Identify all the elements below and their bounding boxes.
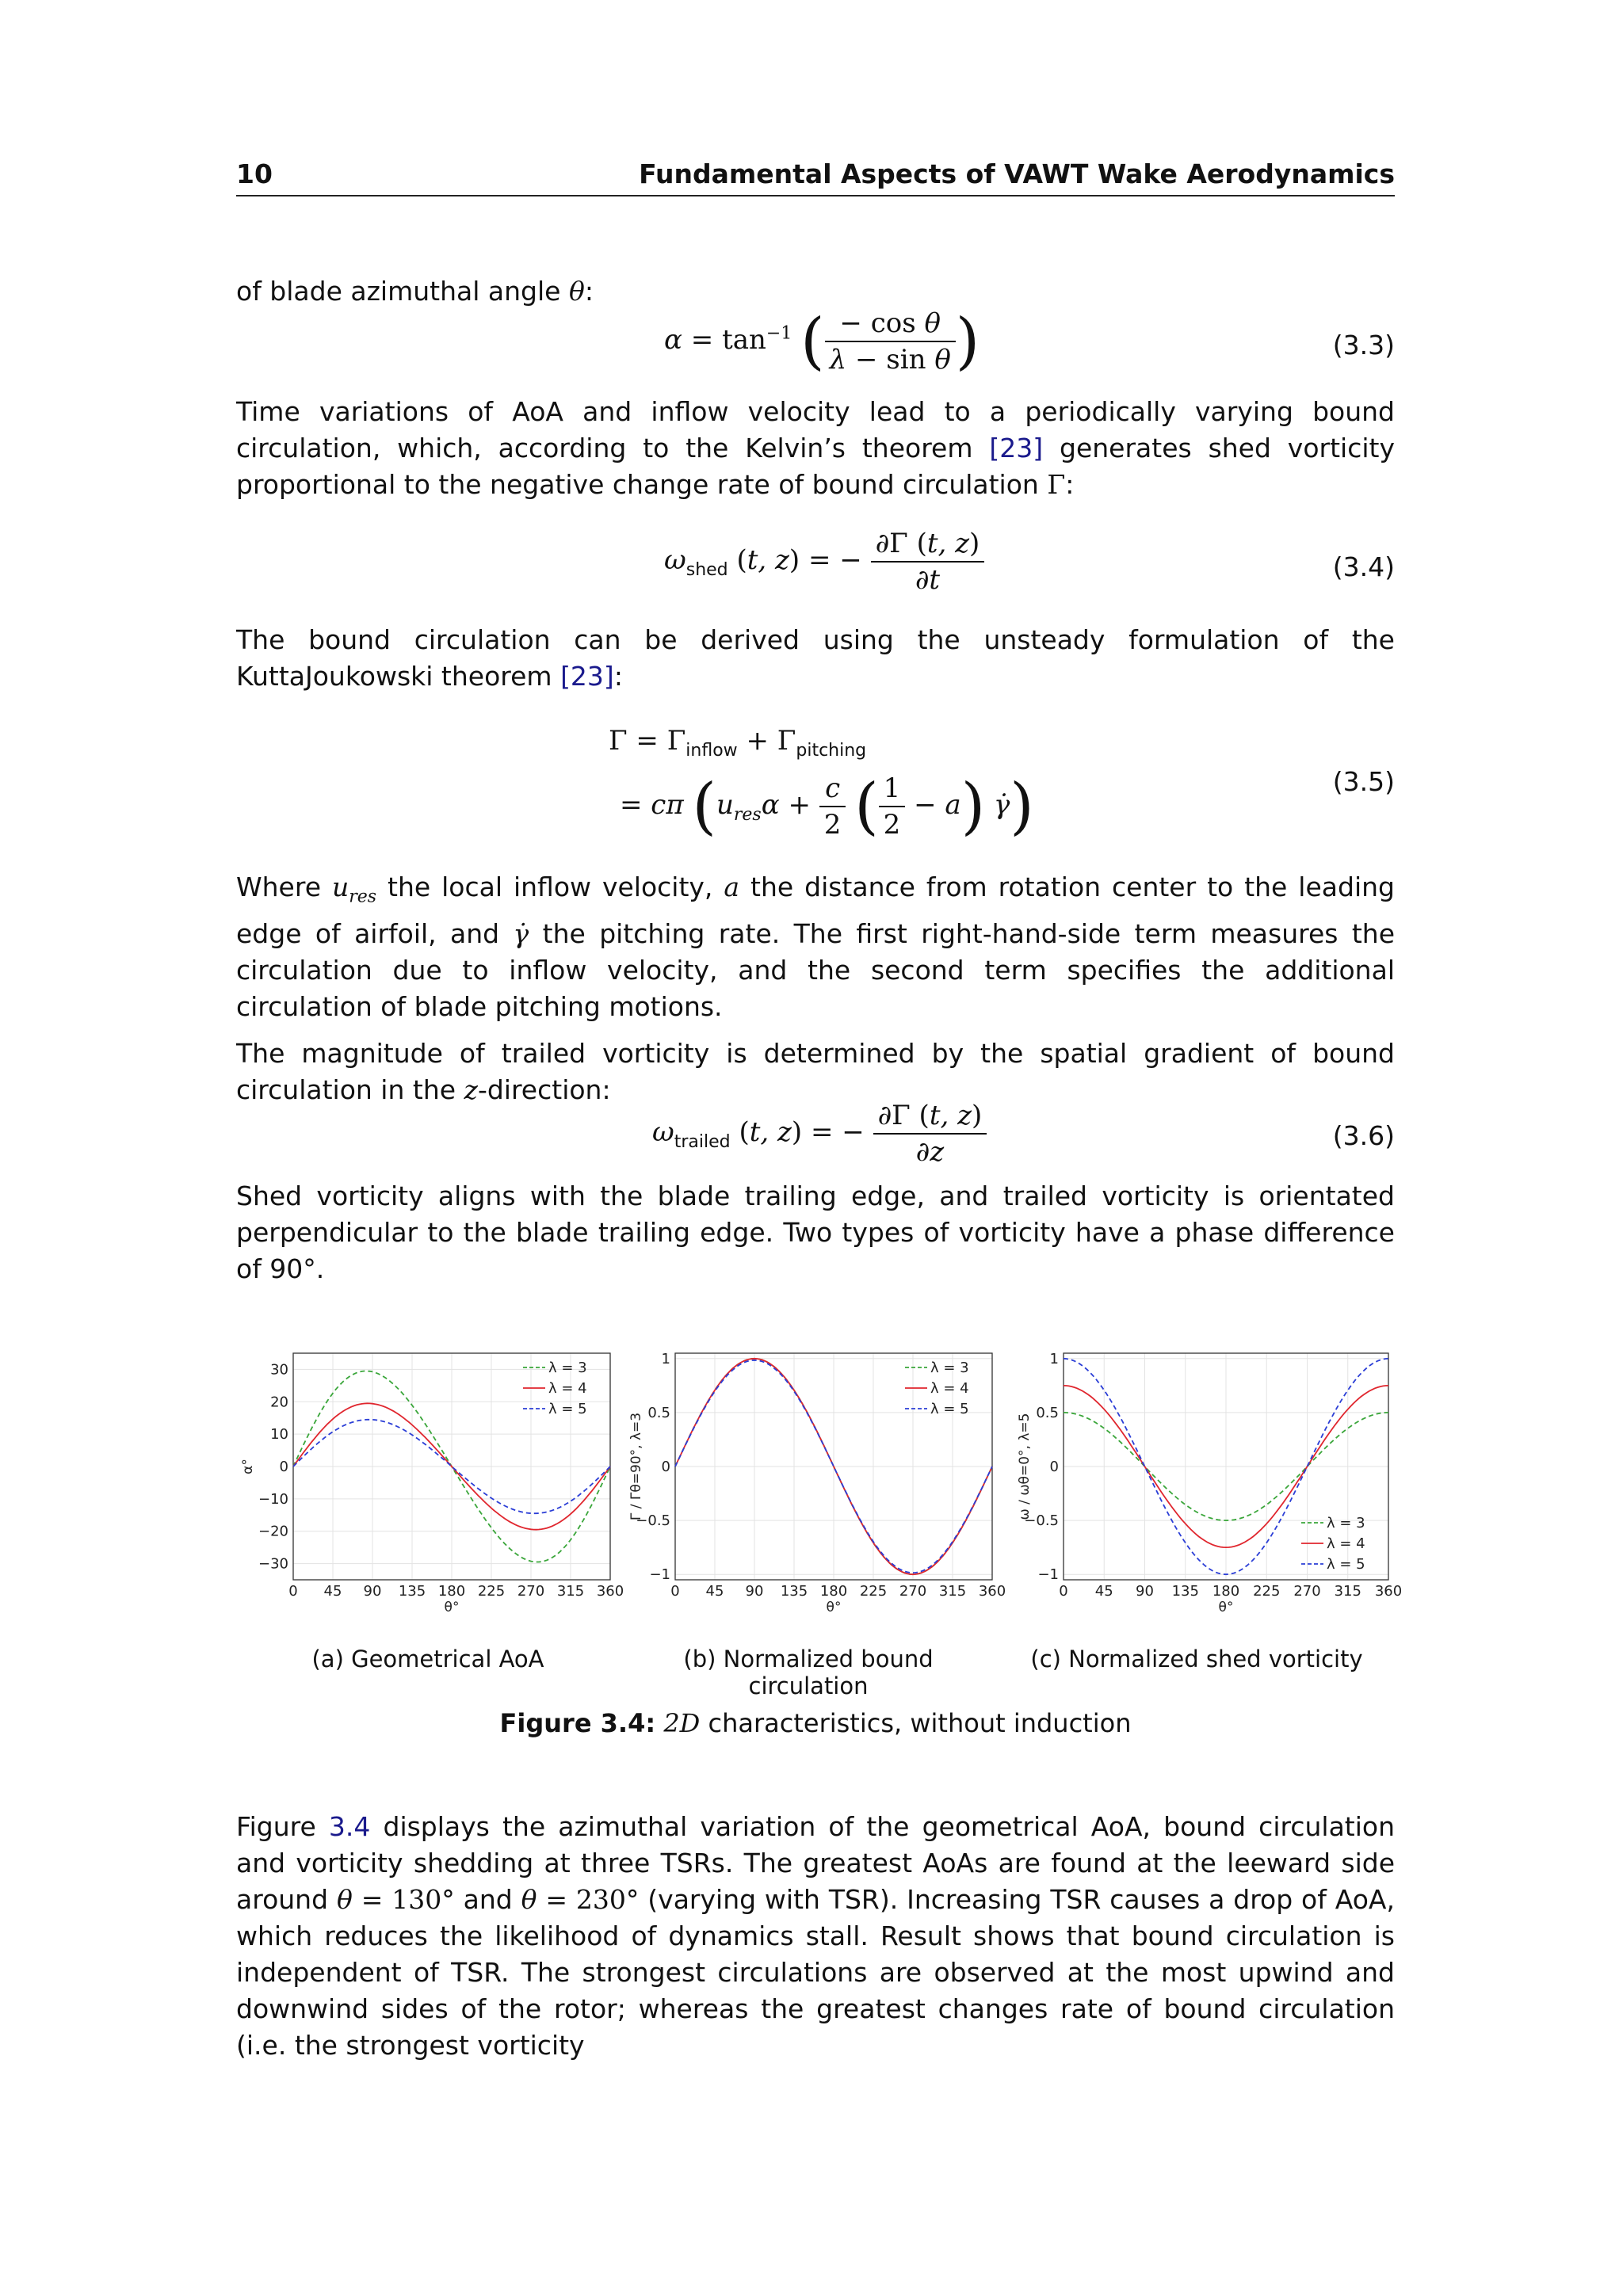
x-tick-label: 225 xyxy=(1253,1583,1281,1600)
legend-entry: λ = 3 xyxy=(1327,1515,1365,1531)
paragraph-where: Where $u_{res}$ the local inflow velocity, a the distance from rotation center to the leading edge of airfoil, and γ̇ the pitching rate. The first right-hand-side term measures the circulation due to inflow velocity, and the second term specifies the additional circulation of blade pitching motions. xyxy=(236,871,1395,1022)
subcaption-a: (a) Geometrical AoA xyxy=(311,1646,544,1672)
page-number: 10 xyxy=(236,158,273,189)
x-tick-label: 45 xyxy=(1094,1583,1113,1600)
y-tick-label: −0.5 xyxy=(1024,1512,1059,1530)
paragraph-trailed: The magnitude of trailed vorticity is determined by the spatial gradient of bound circulation in the z-direction: xyxy=(236,1038,1395,1105)
x-tick-label: 45 xyxy=(323,1583,342,1600)
legend-entry: λ = 4 xyxy=(930,1380,969,1397)
x-tick-label: 90 xyxy=(745,1583,764,1600)
legend-entry: λ = 4 xyxy=(1327,1535,1365,1552)
y-tick-label: 1 xyxy=(1049,1350,1059,1367)
legend-entry: λ = 3 xyxy=(930,1360,969,1376)
citation-link[interactable]: [23] xyxy=(560,661,614,692)
legend-entry: λ = 3 xyxy=(548,1360,587,1376)
x-tick-label: 90 xyxy=(363,1583,382,1600)
x-tick-label: 270 xyxy=(1293,1583,1321,1600)
x-tick-label: 225 xyxy=(859,1583,888,1600)
y-tick-label: −10 xyxy=(258,1490,288,1508)
legend-entry: λ = 5 xyxy=(930,1401,969,1417)
x-tick-label: 0 xyxy=(288,1583,298,1600)
x-tick-label: 360 xyxy=(978,1583,1006,1600)
x-tick-label: 360 xyxy=(596,1583,624,1600)
y-axis-label: ω / ωθ=0°, λ=5 xyxy=(1017,1413,1033,1520)
y-tick-label: 10 xyxy=(270,1426,288,1444)
x-tick-label: 180 xyxy=(437,1583,466,1600)
y-tick-label: −1 xyxy=(1037,1566,1059,1584)
x-tick-label: 0 xyxy=(670,1583,680,1600)
equation-3-5: $\Gamma = \Gamma_{inflow} + \Gamma_{pitching}$ = cπ ($u_{res}\alpha$ + $\frac{c}{2}$ ( $\frac{1}{2}$ − a) γ̇) (3.5) xyxy=(609,725,1395,842)
equation-number: (3.6) xyxy=(1332,1120,1395,1151)
chart-geometrical-aoa xyxy=(238,1339,624,1632)
legend-entry: λ = 4 xyxy=(548,1380,587,1397)
figure-caption: Figure 3.4: 2D characteristics, without induction xyxy=(499,1708,1132,1738)
paragraph-shed-trailed: Shed vorticity aligns with the blade trailing edge, and trailed vorticity is orientated perpendicular to the blade trailing edge. Two types of vorticity have a phase difference of 90°. xyxy=(236,1180,1395,1284)
x-tick-label: 315 xyxy=(1334,1583,1361,1600)
paragraph-kutta: The bound circulation can be derived using the unsteady formulation of the KuttaJoukowski theorem [23]: xyxy=(236,624,1395,692)
x-axis-label: θ° xyxy=(1218,1600,1234,1615)
equation-3-4: $\omega_{shed}$ (t, z) = − $\frac{\partial\Gamma (t, z)}{\partial t}$ (3.4) xyxy=(664,528,1395,596)
x-tick-label: 0 xyxy=(1059,1583,1068,1600)
paragraph-kelvin: Time variations of AoA and inflow velocity lead to a periodically varying bound circulation, which, according to the Kelvin’s theorem [23] generates shed vorticity proportional to the negative change rate of bound circulation Γ: xyxy=(236,396,1395,500)
legend-entry: λ = 5 xyxy=(1327,1556,1365,1573)
y-tick-label: −1 xyxy=(649,1566,670,1584)
y-tick-label: 0.5 xyxy=(1036,1404,1059,1421)
legend-entry: λ = 5 xyxy=(548,1401,587,1417)
equation-3-6: $\omega_{trailed}$ (t, z) = − $\frac{\partial\Gamma (t, z)}{\partial z}$ (3.6) xyxy=(652,1100,1395,1168)
x-tick-label: 315 xyxy=(556,1583,585,1600)
y-tick-label: 0 xyxy=(279,1459,288,1475)
x-tick-label: 315 xyxy=(938,1583,967,1600)
y-tick-label: 20 xyxy=(270,1394,288,1411)
y-axis-label: α° xyxy=(240,1459,256,1474)
citation-link[interactable]: [23] xyxy=(989,433,1044,463)
x-tick-label: 180 xyxy=(1212,1583,1240,1600)
x-tick-label: 135 xyxy=(1171,1583,1199,1600)
subcaption-b: (b) Normalized bound circulation xyxy=(683,1646,934,1699)
paragraph-intro: of blade azimuthal angle θ: xyxy=(236,276,594,307)
x-tick-label: 225 xyxy=(477,1583,506,1600)
x-tick-label: 270 xyxy=(899,1583,927,1600)
equation-3-3: $\alpha = \tan^{-1}$ ( $\frac{\text{− cos θ}}{\text{λ − sin θ}}$ ) (3.3) xyxy=(664,306,1395,377)
x-axis-label: θ° xyxy=(444,1600,460,1615)
x-tick-label: 180 xyxy=(819,1583,848,1600)
equation-number: (3.5) xyxy=(1332,766,1395,797)
x-tick-label: 135 xyxy=(780,1583,808,1600)
y-tick-label: −0.5 xyxy=(636,1512,670,1530)
x-tick-label: 45 xyxy=(705,1583,724,1600)
x-tick-label: 360 xyxy=(1374,1583,1403,1600)
paragraph-discussion: Figure 3.4 displays the azimuthal variation of the geometrical AoA, bound circulation and vorticity shedding at three TSRs. The greatest AoAs are found at the leeward side around θ = 130° and θ = 230° (varying with TSR). Increasing TSR causes a drop of AoA, which reduces the likelihood of dynamics stall. Result shows that bound circulation is independent of TSR. The strongest circulations are observed at the most upwind and downwind sides of the rotor; whereas the greatest changes rate of bound circulation (i.e. the strongest vorticity xyxy=(236,1811,1396,2061)
equation-number: (3.3) xyxy=(1332,330,1395,360)
y-tick-label: −20 xyxy=(258,1523,288,1540)
y-tick-label: 1 xyxy=(661,1350,670,1367)
y-tick-label: 0 xyxy=(1049,1459,1059,1475)
figure-reference-link[interactable]: 3.4 xyxy=(328,1811,371,1842)
y-tick-label: 0 xyxy=(661,1459,670,1475)
x-tick-label: 270 xyxy=(517,1583,545,1600)
x-tick-label: 90 xyxy=(1136,1583,1154,1600)
x-tick-label: 135 xyxy=(398,1583,426,1600)
x-axis-label: θ° xyxy=(826,1600,842,1615)
subcaption-c: (c) Normalized shed vorticity xyxy=(1030,1646,1363,1672)
chart-shed-vorticity xyxy=(1014,1339,1403,1632)
chart-bound-circulation xyxy=(626,1339,1006,1632)
y-tick-label: −30 xyxy=(258,1555,288,1573)
y-tick-label: 0.5 xyxy=(647,1404,670,1421)
equation-number: (3.4) xyxy=(1332,551,1395,582)
running-header xyxy=(236,158,1395,196)
chapter-title: Fundamental Aspects of VAWT Wake Aerodynamics xyxy=(639,158,1395,189)
y-tick-label: 30 xyxy=(270,1361,288,1379)
y-axis-label: Γ / Γθ=90°, λ=3 xyxy=(628,1412,644,1521)
